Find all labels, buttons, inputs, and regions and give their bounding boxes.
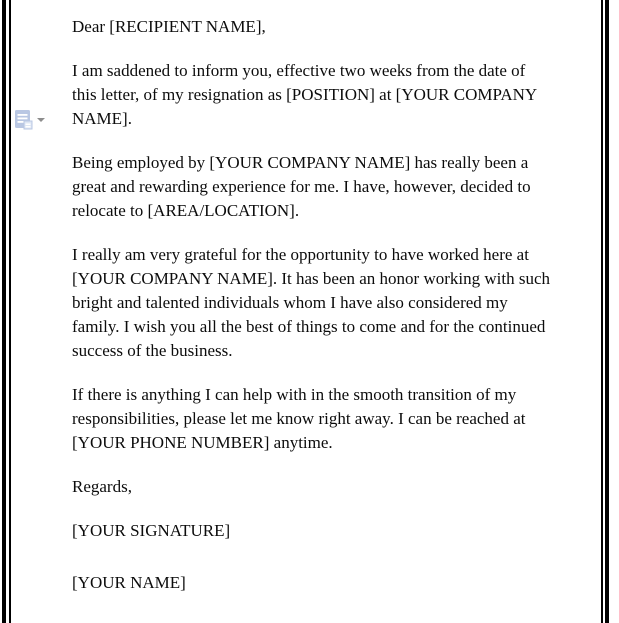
- closing: Regards,: [72, 477, 132, 496]
- letter-paragraph: Being employed by [YOUR COMPANY NAME] has really been a great and rewarding experience for me. I have, however, decided to relocate to [AREA/LOCATION].: [72, 153, 531, 220]
- letter-paragraph: I really am very grateful for the opportunity to have worked here at [YOUR COMPANY NAME]. It has been an honor working with such bright and talented individuals whom I have also considered my family. I wish you all the best of things to come and for the continued success of the business.: [72, 245, 551, 360]
- signature-placeholder: [YOUR SIGNATURE]: [72, 521, 231, 540]
- salutation: Dear [RECIPIENT NAME],: [72, 17, 266, 36]
- paste-options-button[interactable]: [14, 106, 50, 132]
- letter-paragraph: I am saddened to inform you, effective two weeks from the date of this letter, of my resignation as [POSITION] at [YOUR COMPANY NAME].: [72, 61, 537, 128]
- name-placeholder: [YOUR NAME]: [72, 573, 186, 592]
- page-border-right-thin: [601, 0, 603, 623]
- page-border-right-thick: [605, 0, 609, 623]
- chevron-down-icon: [37, 118, 45, 122]
- letter-body: [72, 15, 550, 615]
- page-border-left-thin: [9, 0, 11, 623]
- paste-options-icon: [14, 109, 33, 130]
- page-border-left-thick: [2, 0, 6, 623]
- letter-paragraph: If there is anything I can help with in the smooth transition of my responsibilities, please let me know right away. I can be reached at [YOUR PHONE NUMBER] anytime.: [72, 385, 526, 452]
